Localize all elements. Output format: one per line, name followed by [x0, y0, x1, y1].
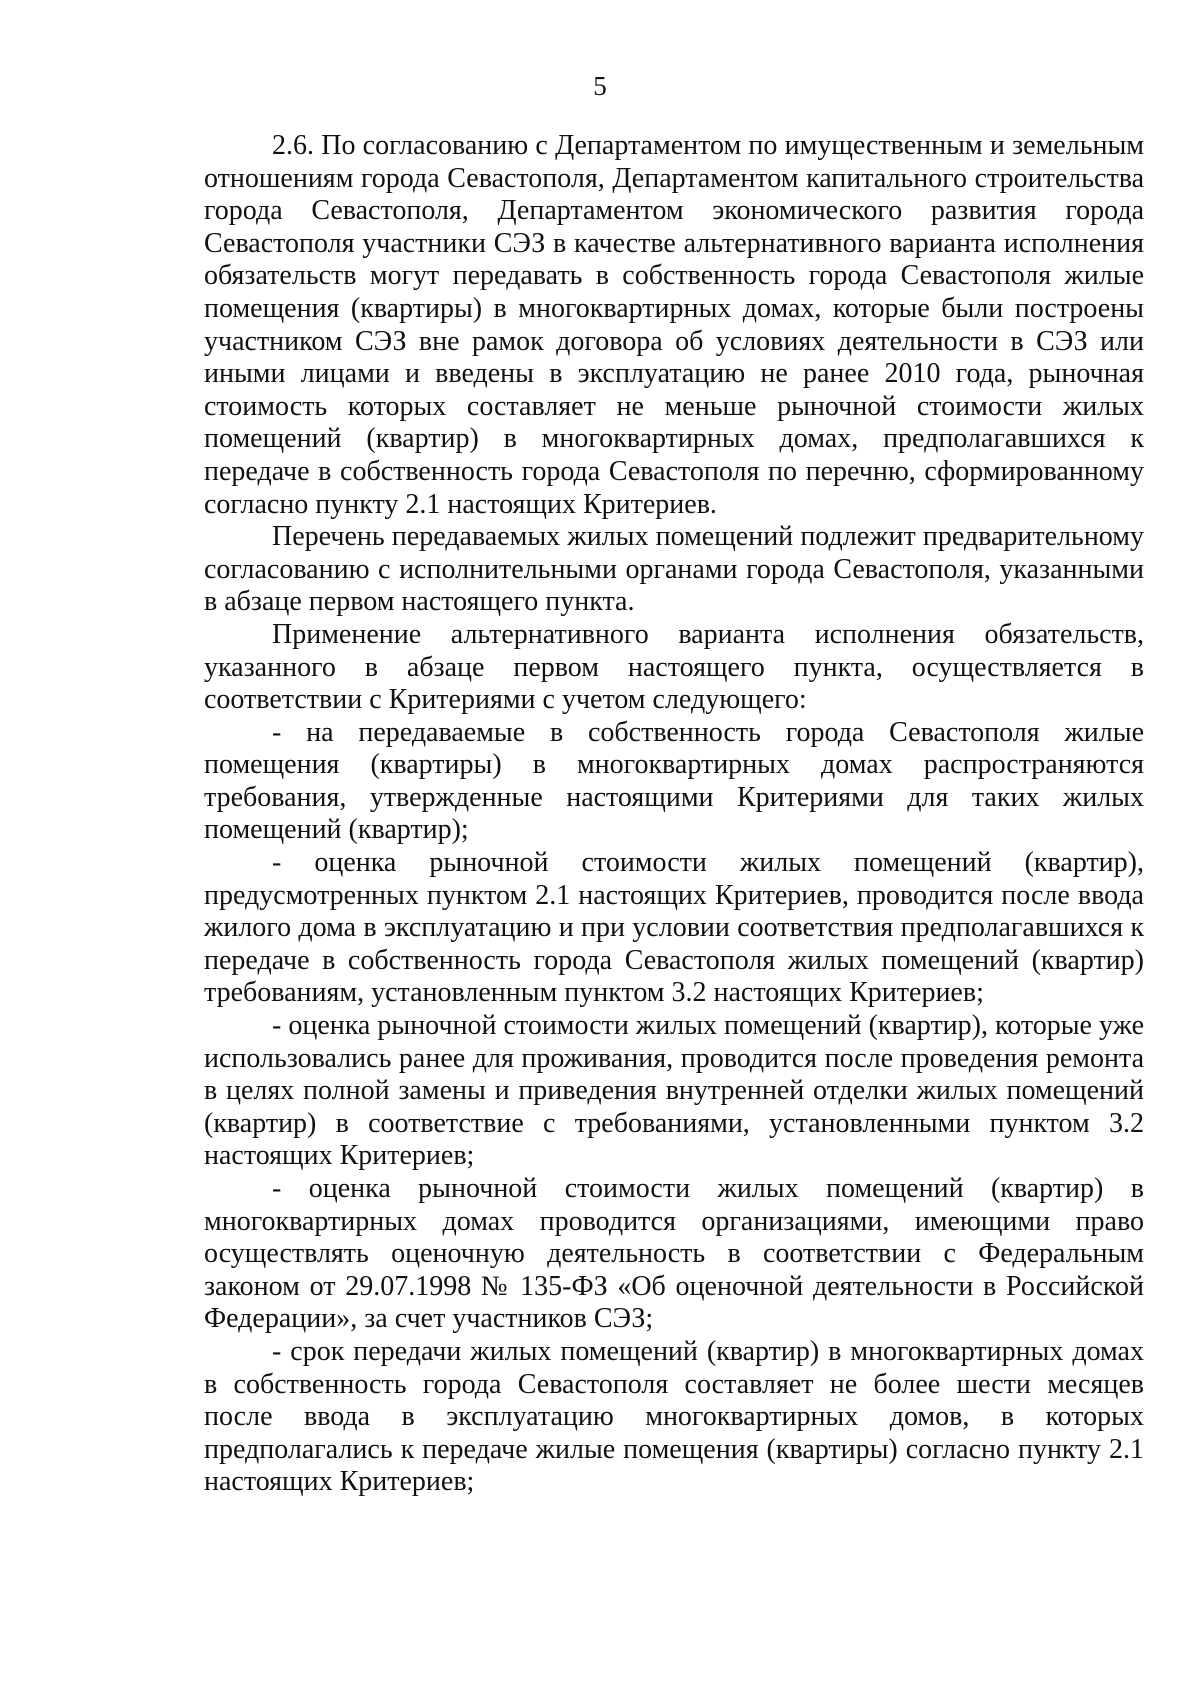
paragraph-list-approval: Перечень передаваемых жилых помещений подлежит предварительному согласованию с исполнительными органами города Севастополя, указанными в абзаце первом настоящего пункта.: [204, 521, 1144, 618]
list-item-valuation-new: - оценка рыночной стоимости жилых помещений (квартир), предусмотренных пунктом 2.1 настоящих Критериев, проводится после ввода жилого дома в эксплуатацию и при условии соответствия предполагавшихся к передаче в собственность города Севастополя жилых помещений (квартир) требованиям, установленным пунктом 3.2 настоящих Критериев;: [204, 847, 1144, 1009]
paragraph-2-6: 2.6. По согласованию с Департаментом по имущественным и земельным отношениям города Севастополя, Департаментом капитального строительства города Севастополя, Департаментом экономического развития города Севастополя участники СЭЗ в качестве альтернативного варианта исполнения обязательств могут передавать в собственность города Севастополя жилые помещения (квартиры) в многоквартирных домах, которые были построены участником СЭЗ вне рамок договора об условиях деятельности в СЭЗ или иными лицами и введены в эксплуатацию не ранее 2010 года, рыночная стоимость которых составляет не меньше рыночной стоимости жилых помещений (квартир) в многоквартирных домах, предполагавшихся к передаче в собственность города Севастополя по перечню, сформированному согласно пункту 2.1 настоящих Критериев.: [204, 130, 1144, 520]
list-item-requirements: - на передаваемые в собственность города Севастополя жилые помещения (квартиры) в многоквартирных домах распространяются требования, утвержденные настоящими Критериями для таких жилых помещений (квартир);: [204, 716, 1144, 846]
paragraph-alternative-option: Применение альтернативного варианта исполнения обязательств, указанного в абзаце первом настоящего пункта, осуществляется в соответствии с Критериями с учетом следующего:: [204, 618, 1144, 716]
page-number: 5: [593, 71, 607, 101]
list-item-valuation-used: - оценка рыночной стоимости жилых помещений (квартир), которые уже использовались ранее для проживания, проводится после проведения ремонта в целях полной замены и приведения внутренней отделки жилых помещений (квартир) в соответствие с требованиями, установленными пунктом 3.2 настоящих Критериев;: [204, 1010, 1144, 1172]
list-item-transfer-term: - срок передачи жилых помещений (квартир) в многоквартирных домах в собственность города Севастополя составляет не более шести месяцев после ввода в эксплуатацию многоквартирных домов, в которых предполагались к передаче жилые помещения (квартиры) согласно пункту 2.1 настоящих Критериев;: [204, 1335, 1144, 1498]
list-item-valuation-organizations: - оценка рыночной стоимости жилых помещений (квартир) в многоквартирных домах проводится организациями, имеющими право осуществлять оценочную деятельность в соответствии с Федеральным законом от 29.07.1998 № 135-ФЗ «Об оценочной деятельности в Российской Федерации», за счет участников СЭЗ;: [204, 1173, 1144, 1335]
document-body: [204, 130, 1144, 1499]
